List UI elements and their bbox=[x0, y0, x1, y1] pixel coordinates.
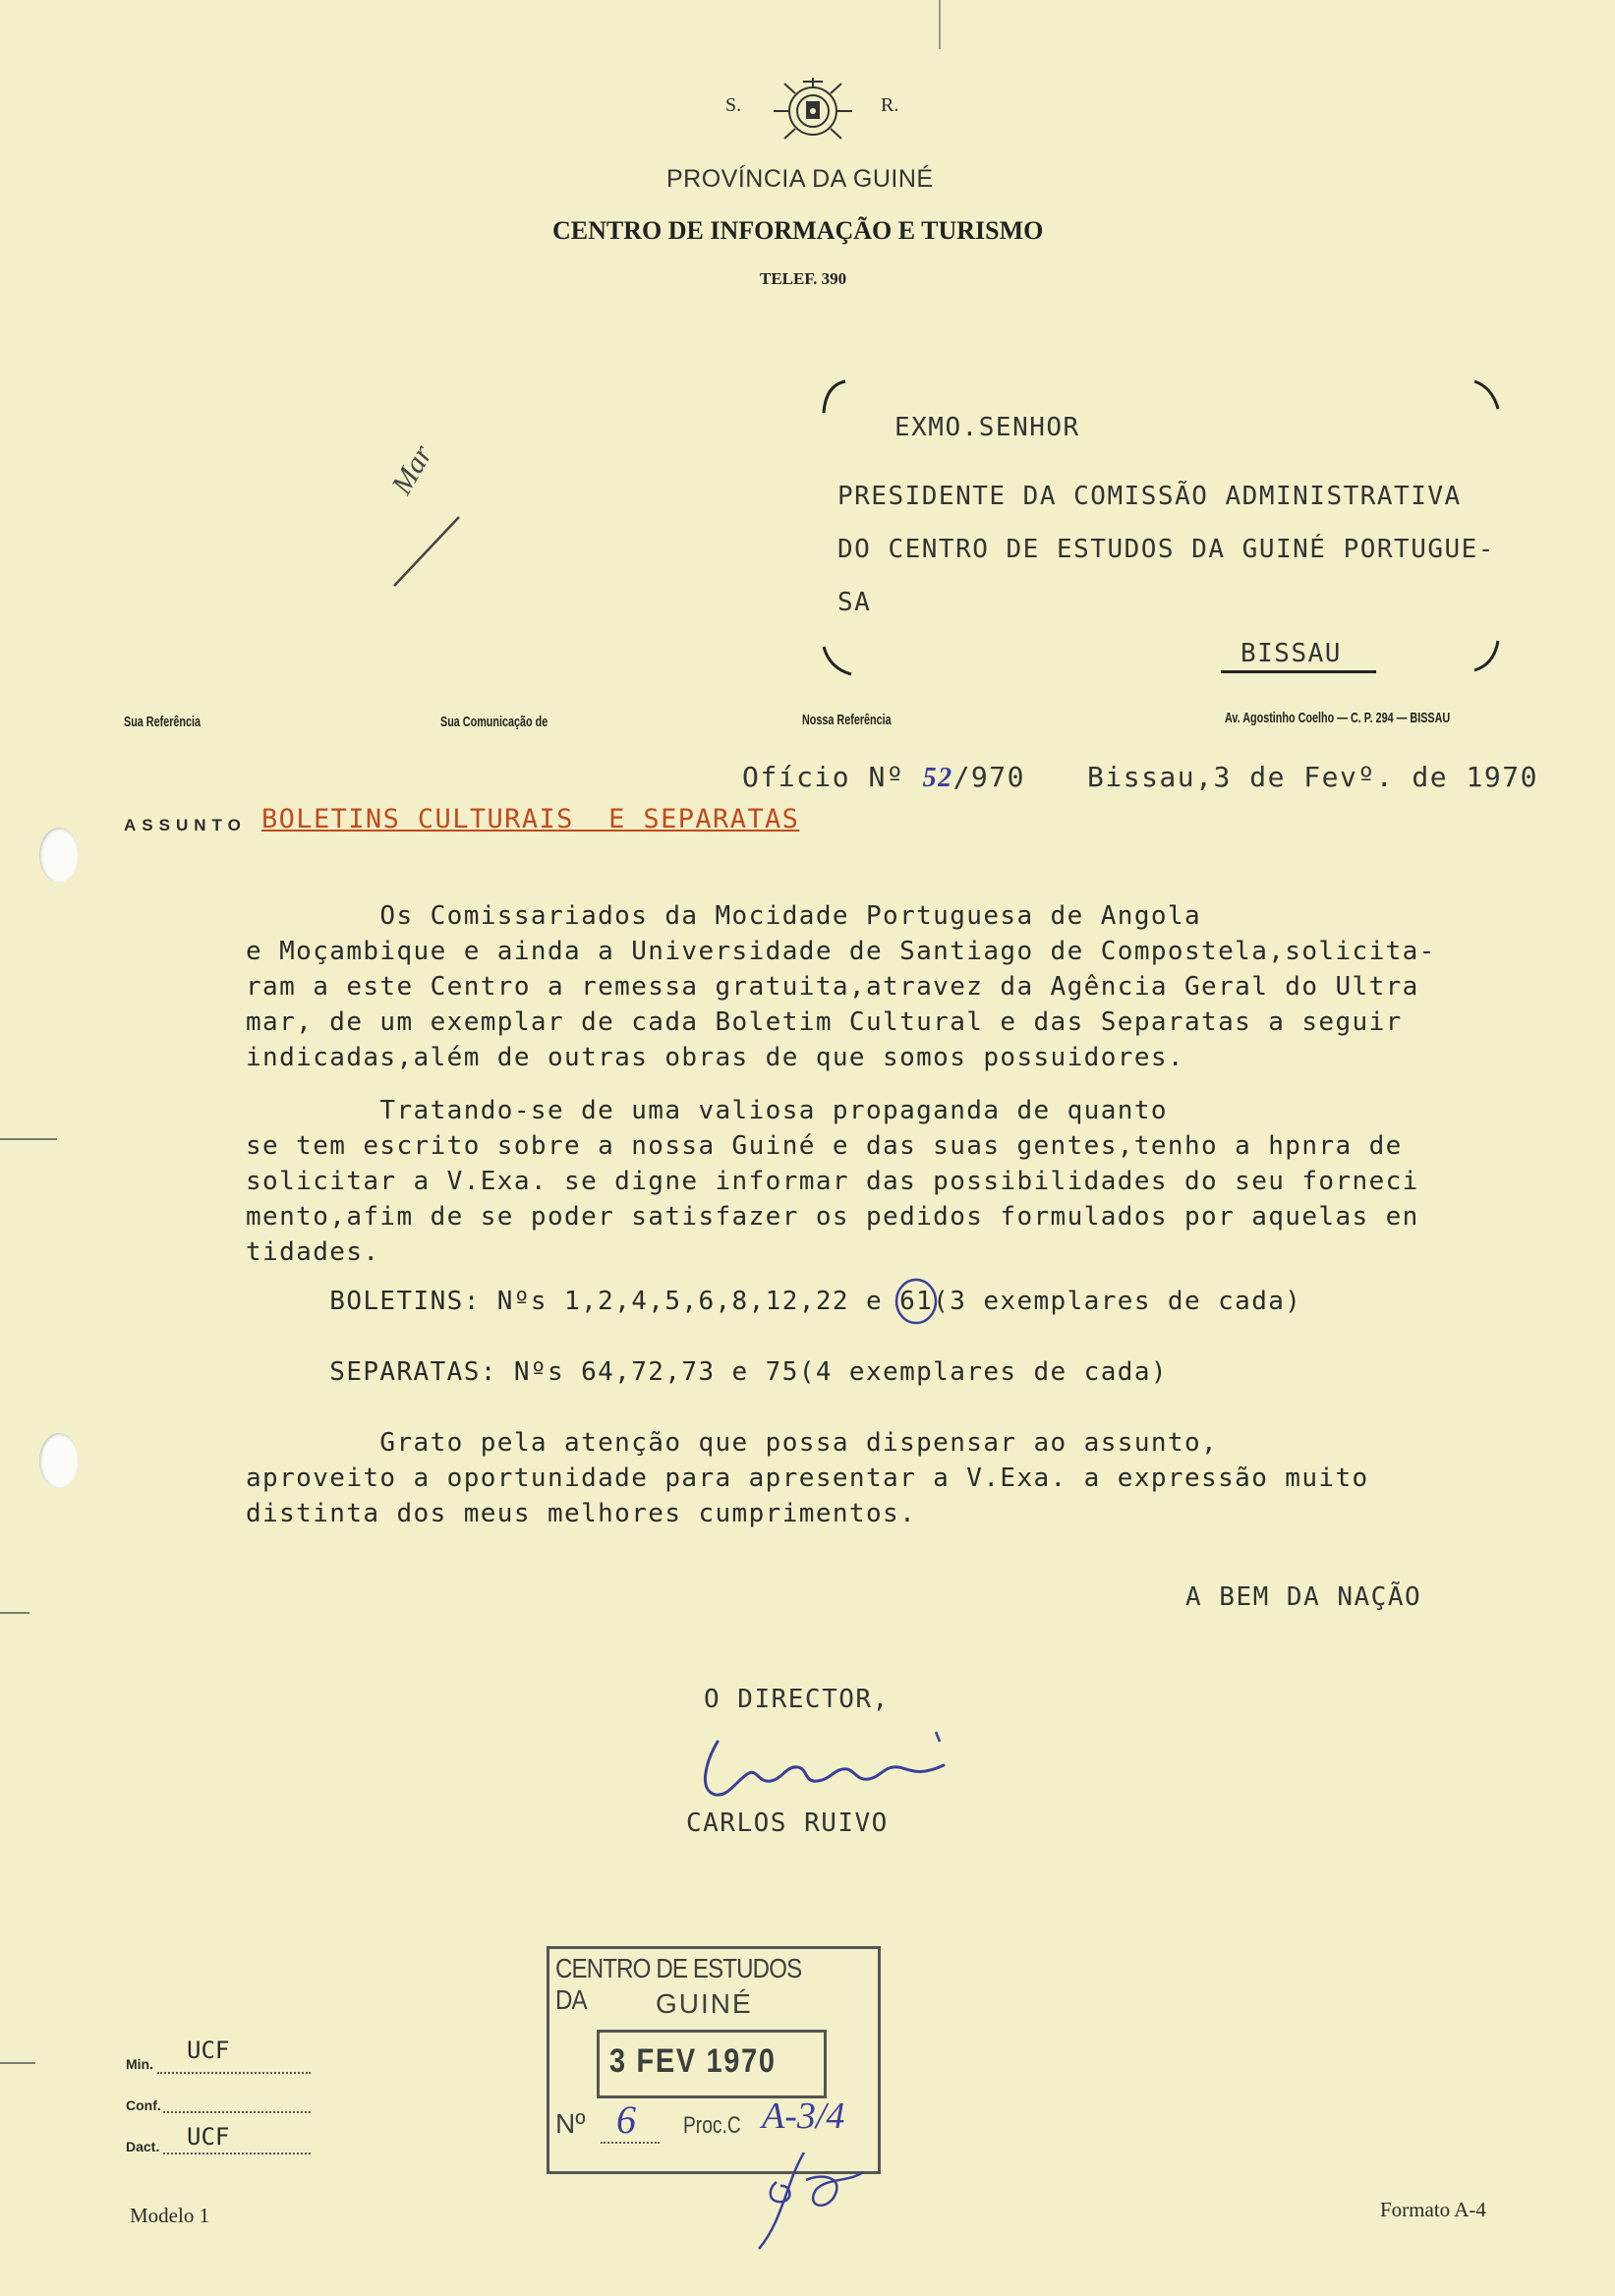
margin-note-handwritten: Mar bbox=[385, 439, 439, 500]
edge-mark bbox=[0, 1612, 29, 1614]
conf-label: Conf. bbox=[126, 2097, 161, 2113]
oficio-date: Bissau,3 de Fevº. de 1970 bbox=[1087, 761, 1538, 793]
stamp-no-label: Nº bbox=[555, 2108, 586, 2139]
telephone: TELEF. 390 bbox=[760, 269, 847, 288]
centre-title: CENTRO DE INFORMAÇÃO E TURISMO bbox=[552, 216, 1044, 245]
boletins-line: BOLETINS: Nºs 1,2,4,5,6,8,12,22 e 61(3 exemplares de cada) bbox=[246, 1287, 1302, 1316]
stamp-dotted-line bbox=[601, 2142, 660, 2144]
punch-hole-top bbox=[39, 828, 79, 883]
edge-mark bbox=[0, 1138, 57, 1140]
director-title: O DIRECTOR, bbox=[704, 1685, 890, 1714]
receipt-stamp bbox=[547, 1946, 881, 2174]
body-line: mar, de um exemplar de cada Boletim Cultural e das Separatas a seguir bbox=[246, 1007, 1403, 1037]
sua-comunicacao-label: Sua Comunicação de bbox=[440, 714, 548, 730]
stamp-line-1: CENTRO DE ESTUDOS DA bbox=[555, 1953, 802, 2015]
coat-of-arms-icon bbox=[769, 74, 857, 144]
oficio-prefix: Ofício Nº bbox=[742, 761, 923, 793]
director-name: CARLOS RUIVO bbox=[686, 1808, 889, 1838]
dact-value: UCF bbox=[187, 2123, 230, 2151]
min-label: Min. bbox=[126, 2056, 153, 2072]
body-line: Grato pela atenção que possa dispensar ao assunto, bbox=[246, 1428, 1219, 1458]
province-title: PROVÍNCIA DA GUINÉ bbox=[666, 165, 934, 193]
assunto-label: ASSUNTO bbox=[124, 816, 247, 834]
office-address: Av. Agostinho Coelho — C. P. 294 — BISSAU bbox=[1225, 710, 1451, 726]
city-underline bbox=[1221, 670, 1376, 673]
edge-mark bbox=[0, 2062, 35, 2064]
punch-hole-bottom bbox=[39, 1433, 79, 1488]
body-line: aproveito a oportunidade para apresentar a V.Exa. a expressão muito bbox=[246, 1464, 1369, 1493]
address-line-1: EXMO.SENHOR bbox=[894, 413, 1080, 442]
formato-label: Formato A-4 bbox=[1380, 2198, 1486, 2221]
stamp-date-box bbox=[597, 2030, 827, 2098]
oficio-suffix: /970 bbox=[952, 761, 1026, 793]
nossa-referencia-label: Nossa Referência bbox=[802, 712, 892, 728]
stamp-no-value: 6 bbox=[616, 2097, 636, 2142]
body-line: mento,afim de se poder satisfazer os pedidos formulados por aquelas en bbox=[246, 1202, 1419, 1232]
handwritten-annotation bbox=[747, 2143, 885, 2261]
stamp-line-2: GUINÉ bbox=[656, 1988, 753, 2019]
oficio-line bbox=[742, 761, 1025, 794]
dact-dotted-line bbox=[163, 2152, 311, 2154]
address-line-2: PRESIDENTE DA COMISSÃO ADMINISTRATIVA bbox=[837, 482, 1462, 511]
margin-slash-mark bbox=[388, 511, 467, 590]
min-dotted-line bbox=[157, 2072, 311, 2074]
body-line: ram a este Centro a remessa gratuita,atravez da Agência Geral do Ultra bbox=[246, 972, 1419, 1002]
body-line: distinta dos meus melhores cumprimentos. bbox=[246, 1499, 917, 1528]
body-line: indicadas,além de outras obras de que somos possuidores. bbox=[246, 1043, 1184, 1072]
address-line-3: DO CENTRO DE ESTUDOS DA GUINÉ PORTUGUE- bbox=[837, 535, 1495, 564]
sr-right: R. bbox=[881, 94, 899, 116]
min-value: UCF bbox=[187, 2037, 230, 2064]
handwritten-signature bbox=[688, 1722, 963, 1810]
body-line: tidades. bbox=[246, 1237, 380, 1267]
stamp-proc-label: Proc.C bbox=[683, 2112, 741, 2139]
modelo-label: Modelo 1 bbox=[130, 2204, 210, 2227]
closing-motto: A BEM DA NAÇÃO bbox=[1185, 1582, 1422, 1612]
body-line: solicitar a V.Exa. se digne informar das possibilidades do seu forneci bbox=[246, 1167, 1419, 1196]
address-city: BISSAU bbox=[1240, 639, 1342, 668]
body-line: e Moçambique e ainda a Universidade de Santiago de Compostela,solicita- bbox=[246, 937, 1436, 966]
assunto-value: BOLETINS CULTURAIS E SEPARATAS bbox=[261, 804, 800, 834]
stamp-date: 3 FEV 1970 bbox=[609, 2042, 777, 2080]
body-line: Tratando-se de uma valiosa propaganda de quanto bbox=[246, 1096, 1168, 1125]
body-line: se tem escrito sobre a nossa Guiné e das suas gentes,tenho a hpnra de bbox=[246, 1131, 1403, 1161]
sua-referencia-label: Sua Referência bbox=[124, 714, 202, 730]
dact-label: Dact. bbox=[126, 2139, 160, 2154]
fold-mark bbox=[939, 0, 941, 49]
handwritten-circle-mark bbox=[891, 1276, 942, 1327]
oficio-number-handwritten: 52 bbox=[922, 763, 953, 793]
body-line: Os Comissariados da Mocidade Portuguesa de Angola bbox=[246, 901, 1202, 931]
conf-dotted-line bbox=[163, 2111, 311, 2113]
stamp-proc-value: A-3/4 bbox=[762, 2095, 845, 2137]
sr-left: S. bbox=[725, 94, 742, 116]
address-line-4: SA bbox=[837, 588, 872, 617]
separatas-line: SEPARATAS: Nºs 64,72,73 e 75(4 exemplares de cada) bbox=[246, 1357, 1168, 1387]
